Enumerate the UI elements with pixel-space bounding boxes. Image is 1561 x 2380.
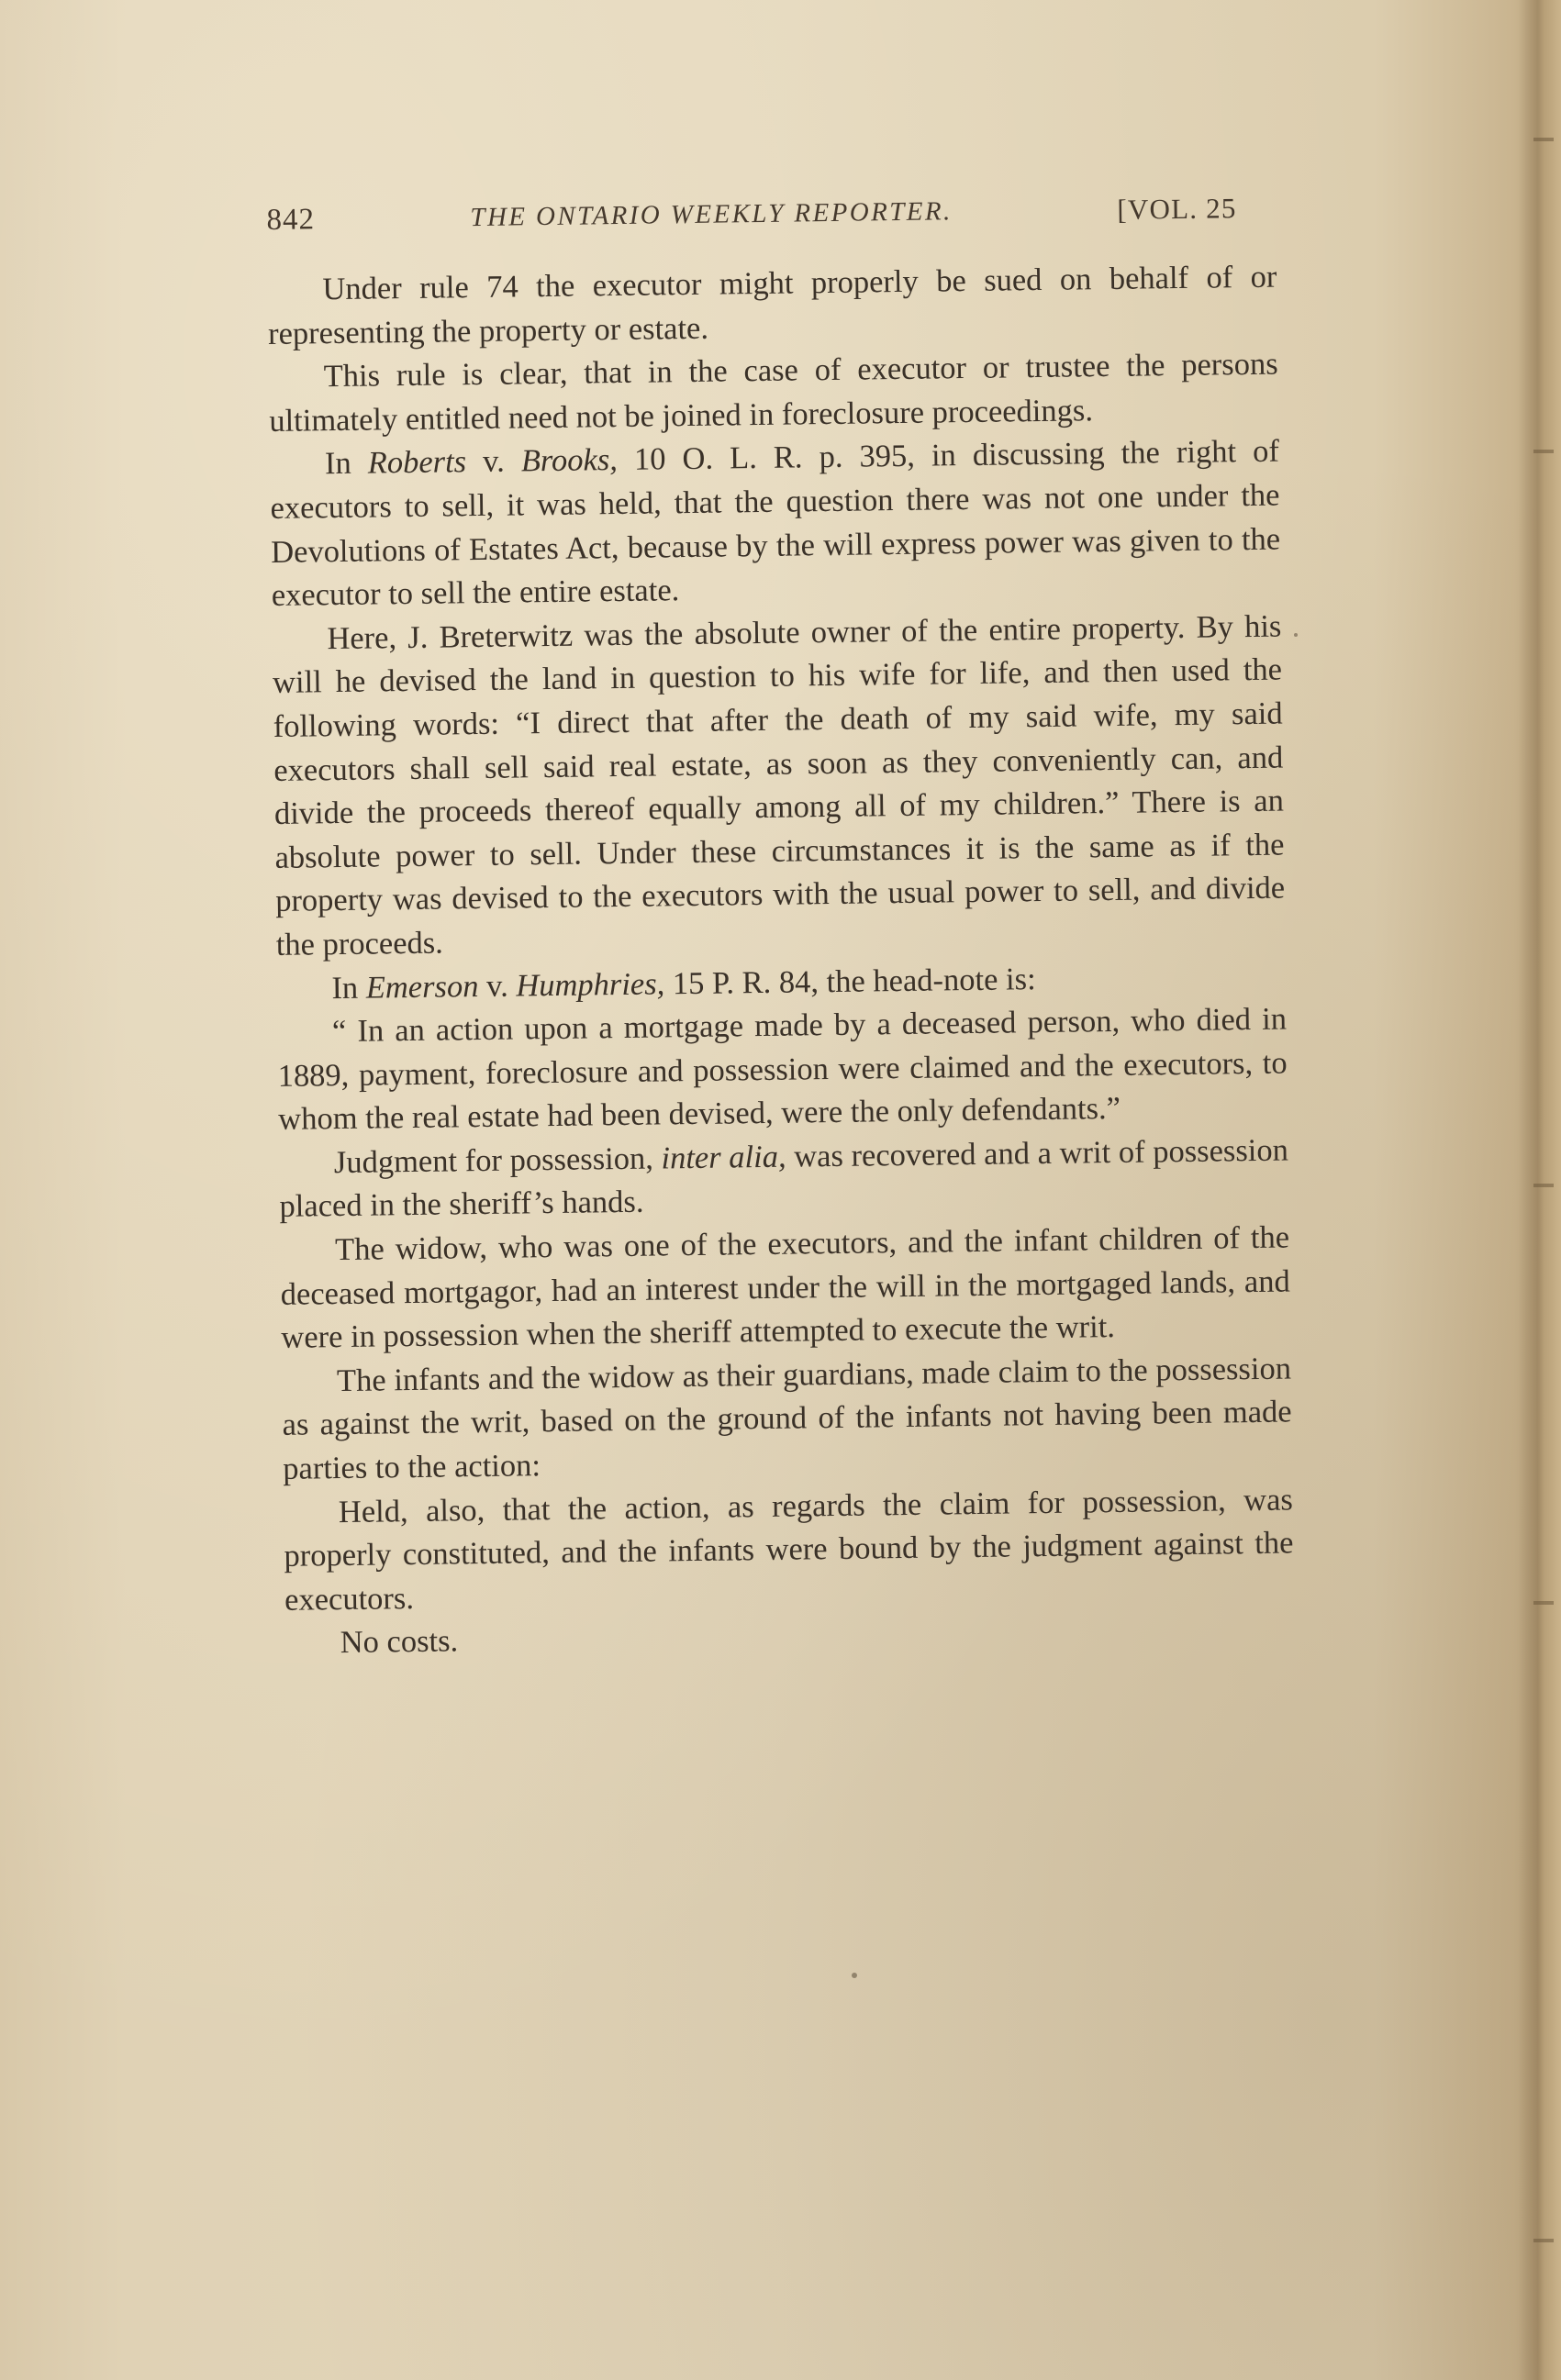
page-number: 842 — [266, 203, 316, 237]
paragraph — [279, 1129, 1289, 1229]
text-run: 15 P. R. 84, the head-note is: — [664, 961, 1036, 1001]
quoted-headnote: “ In an action upon a mortgage made by a deceased person, who died in 1889, payment, foreclosure and possession were claimed and the executors, to whom the real estate had been devised, were the only defendants.” — [277, 1001, 1288, 1138]
case-name: Humphries, — [516, 965, 665, 1004]
paper-speck — [1294, 633, 1298, 637]
paragraph — [270, 430, 1281, 618]
text-run: v. — [465, 443, 522, 480]
text-run: In — [324, 445, 368, 482]
paragraph: No costs. — [340, 1623, 459, 1661]
text-run: Judgment for possession, — [333, 1140, 662, 1180]
page-header — [266, 175, 1277, 243]
text-run: was recovered and a writ of possession placed in the sheriff’s hands. — [279, 1132, 1289, 1225]
document-text — [266, 175, 1295, 1666]
latin-phrase: inter alia, — [661, 1139, 786, 1176]
paragraph: Under rule 74 the executor might properly be sued on behalf of or representing the property or estate. — [267, 259, 1277, 351]
paragraph: The infants and the widow as their guardians, made claim to the possession as against the writ, based on the ground of the infants not having been made parties to the action: — [282, 1351, 1292, 1486]
volume-label: [VOL. 25 — [1117, 192, 1237, 226]
text-run: 10 O. L. R. p. 395, in discussing the right of executors to sell, it was held, that the question there was not one under the Devolutions of Estates Act, because by the will express power was given to the executor to sell the entire estate. — [270, 433, 1281, 614]
page-edge-shadow — [1519, 0, 1561, 2380]
case-name: Roberts — [367, 444, 467, 481]
paper-speck — [852, 1973, 857, 1978]
binding-mark — [1533, 1601, 1554, 1605]
binding-mark — [1533, 450, 1554, 453]
paragraph: Here, J. Breterwitz was the absolute owner of the entire property. By his will he devised the land in question to his wife for life, and then used the following words: “I direct that after the death of my said wife, my said executors shall sell said real estate, as soon as they conveniently can, and divide the proceeds thereof equally among all of my children.” There is an absolute power to sell. Under these circumstances it is the same as if the property was devised to the executors with the usual power to sell, and divide the proceeds. — [272, 608, 1286, 962]
case-name: Brooks, — [520, 442, 619, 479]
text-run: In — [331, 970, 367, 1006]
text-run: v. — [478, 968, 517, 1004]
running-title: THE ONTARIO WEEKLY REPORTER. — [470, 196, 953, 233]
case-name: Emerson — [365, 968, 479, 1006]
paragraph: The widow, who was one of the executors, and the infant children of the deceased mortgagor, had an interest under the will in the mortgaged lands, and were in possession when the sheriff attempted to execute the writ. — [280, 1219, 1290, 1356]
binding-mark — [1533, 1184, 1554, 1187]
binding-mark — [1533, 2239, 1554, 2242]
paragraph: Held, also, that the action, as regards the claim for possession, was properly constituted, and the infants were bound by the judgment against the executors. — [284, 1482, 1294, 1618]
paragraph: This rule is clear, that in the case of executor or trustee the persons ultimately entitled need not be joined in foreclosure proceedings. — [269, 346, 1278, 439]
body-text — [267, 256, 1295, 1666]
binding-mark — [1533, 138, 1554, 141]
